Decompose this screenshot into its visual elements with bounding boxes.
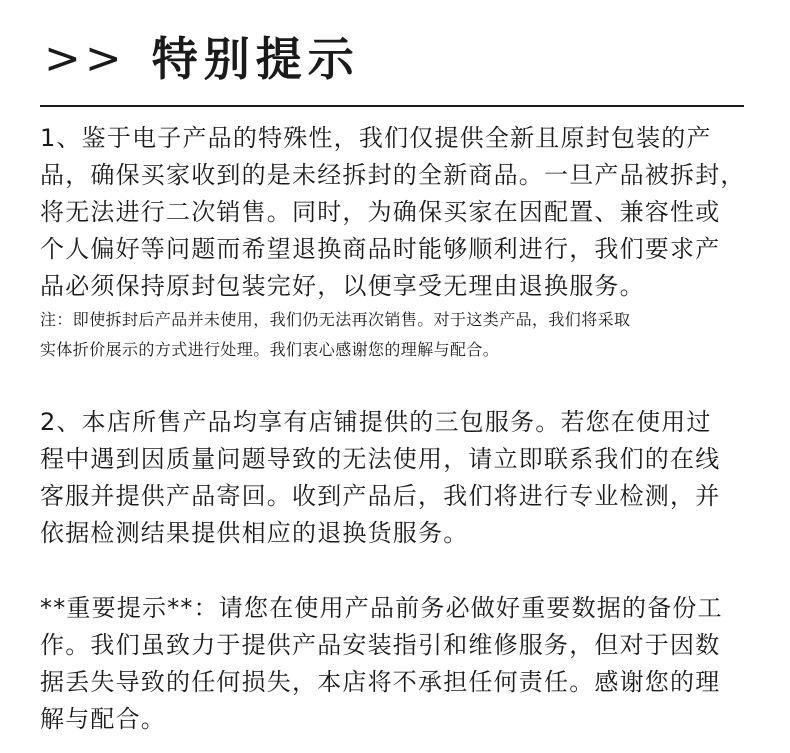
paragraph-line: 将无法进行二次销售。同时，为确保买家在因配置、兼容性或 [40,198,721,226]
notice-footnote [40,305,752,365]
paragraph-line: 程中遇到因质量问题导致的无法使用，请立即联系我们的在线 [40,445,721,473]
footnote-line: 注：即使拆封后产品并未使用，我们仍无法再次销售。对于这类产品，我们将采取 [40,310,631,329]
paragraph-line: 2、本店所售产品均享有店铺提供的三包服务。若您在使用过 [40,408,712,436]
paragraph-line: 依据检测结果提供相应的退换货服务。 [40,519,469,547]
paragraph-line: 品，确保买家收到的是未经拆封的全新商品。一旦产品被拆封， [40,161,746,189]
paragraph-line: 品必须保持原封包装完好，以便享受无理由退换服务。 [40,272,645,300]
notice-paragraph-1 [40,120,752,305]
paragraph-line: 客服并提供产品寄回。收到产品后，我们将进行专业检测，并 [40,482,721,510]
notice-content [40,120,752,738]
header-divider [40,105,744,107]
page-header [44,24,360,94]
spacer [40,365,752,404]
paragraph-line: **重要提示**：请您在使用产品前务必做好重要数据的备份工 [40,594,723,622]
page-title: 特别提示 [151,32,360,86]
double-chevron-icon: >> [44,33,126,84]
notice-paragraph-3 [40,590,752,738]
paragraph-line: 作。我们虽致力于提供产品安装指引和维修服务，但对于因数 [40,631,721,659]
paragraph-line: 据丢失导致的任何损失，本店将不承担任何责任。感谢您的理 [40,668,721,696]
paragraph-line: 解与配合。 [40,705,166,733]
footnote-line: 实体折价展示的方式进行处理。我们衷心感谢您的理解与配合。 [40,340,500,359]
notice-paragraph-2 [40,404,752,552]
paragraph-line: 个人偏好等问题而希望退换商品时能够顺利进行，我们要求产 [40,235,721,263]
paragraph-line: 1、鉴于电子产品的特殊性，我们仅提供全新且原封包装的产 [40,124,712,152]
spacer [40,552,752,590]
